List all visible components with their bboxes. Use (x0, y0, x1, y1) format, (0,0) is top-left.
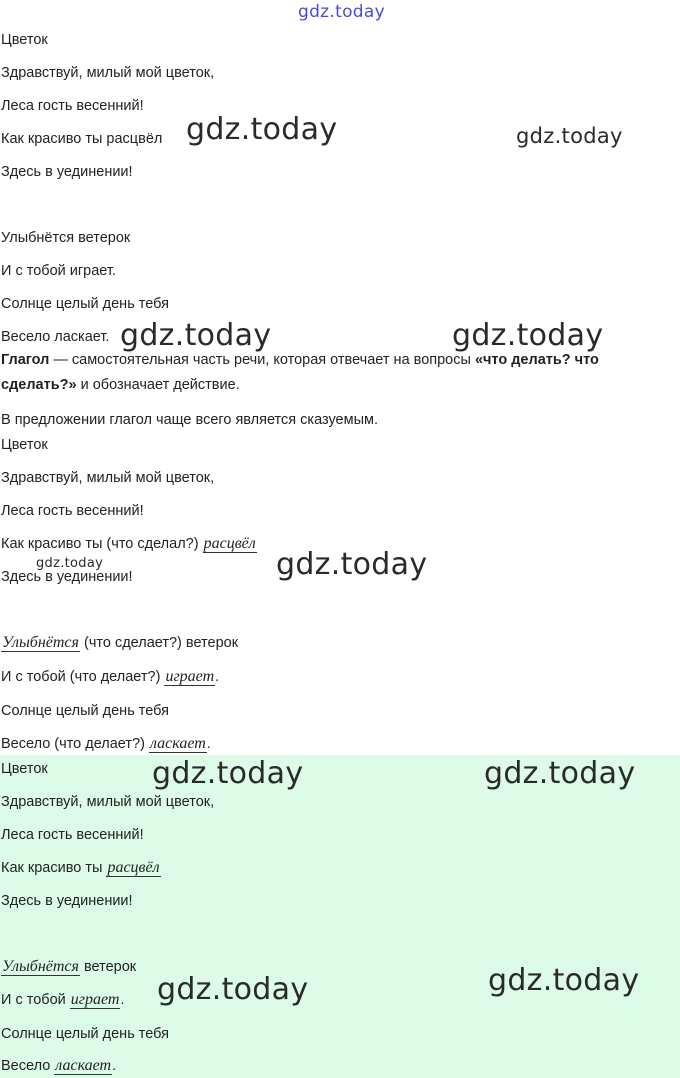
poem-line (1, 858, 161, 878)
poem-title: Цветок (1, 32, 48, 48)
verb-highlight: Улыбнётся (2, 634, 79, 651)
verb-highlight: играет (165, 668, 215, 685)
poem-text: И с тобой (1, 992, 70, 1008)
poem-line: Здесь в уединении! (1, 164, 133, 180)
poem-line: Улыбнётся ветерок (1, 230, 131, 246)
poem-line: Здравствуй, милый мой цветок, (1, 794, 215, 810)
poem-line: Здравствуй, милый мой цветок, (1, 65, 215, 81)
poem-line (1, 633, 238, 653)
poem-text: Весело (что делает?) (1, 736, 149, 752)
poem-line: Здравствуй, милый мой цветок, (1, 470, 215, 486)
poem-line: Леса гость весенний! (1, 98, 144, 114)
poem-line (1, 1056, 116, 1076)
poem-line: Леса гость весенний! (1, 503, 144, 519)
poem-title: Цветок (1, 437, 48, 453)
poem-text: . (112, 1058, 117, 1074)
verb-highlight: расцвёл (203, 535, 256, 552)
verb-highlight: ласкает (149, 735, 206, 752)
poem-line: Здесь в уединении! (1, 893, 133, 909)
watermark: gdz.today (157, 972, 309, 1007)
definition-text: и обозначает действие. (76, 377, 240, 393)
poem-line (1, 990, 125, 1010)
poem-line: Солнце целый день тебя (1, 703, 169, 719)
verb-highlight: ласкает (55, 1057, 112, 1074)
definition-text: — самостоятельная часть речи, которая отвечает на вопросы (49, 352, 475, 368)
watermark: gdz.today (516, 124, 623, 148)
poem-line: Леса гость весенний! (1, 827, 144, 843)
verb-highlight: расцвёл (107, 859, 160, 876)
watermark: gdz.today (452, 318, 604, 353)
poem-title: Цветок (1, 761, 48, 777)
poem-text: Как красиво ты (1, 860, 107, 876)
watermark: gdz.today (120, 318, 272, 353)
poem-line (1, 534, 257, 554)
watermark: gdz.today (488, 963, 640, 998)
poem-line: Весело ласкает. (1, 329, 110, 345)
verb-highlight: играет (70, 991, 120, 1008)
watermark-top: gdz.today (298, 2, 385, 22)
poem-text: И с тобой (что делает?) (1, 669, 165, 685)
watermark: gdz.today (186, 112, 338, 147)
poem-text: Весело (1, 1058, 55, 1074)
verb-definition (1, 348, 666, 398)
poem-line: Как красиво ты расцвёл (1, 131, 163, 147)
watermark: gdz.today (36, 556, 104, 571)
poem-line (1, 667, 219, 687)
poem-line: Здесь в уединении! (1, 569, 133, 585)
poem-line: Солнце целый день тебя (1, 1026, 169, 1042)
definition-note: В предложении глагол чаще всего является сказуемым. (1, 412, 379, 428)
poem-text: ветерок (79, 959, 137, 975)
poem-line (1, 957, 136, 977)
definition-term: Глагол (1, 352, 50, 368)
watermark: gdz.today (152, 756, 304, 791)
verb-highlight: Улыбнётся (2, 958, 79, 975)
definition-questions: «что делать? что сделать?» (1, 352, 599, 393)
poem-text: . (120, 992, 125, 1008)
poem-line: Солнце целый день тебя (1, 296, 169, 312)
poem-text: Как красиво ты (что сделал?) (1, 536, 203, 552)
poem-text: . (206, 736, 211, 752)
watermark: gdz.today (276, 547, 428, 582)
poem-text: (что сделает?) ветерок (79, 635, 239, 651)
watermark: gdz.today (484, 756, 636, 791)
poem-line: И с тобой играет. (1, 263, 116, 279)
poem-text: . (215, 669, 220, 685)
poem-line (1, 734, 211, 754)
